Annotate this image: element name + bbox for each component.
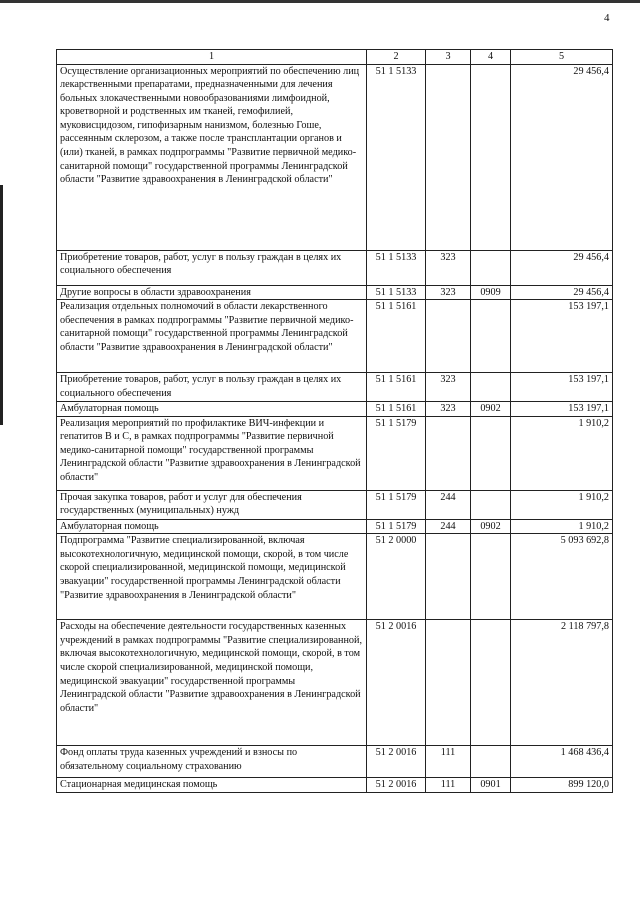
cell-text: 51 1 5179 <box>375 520 417 532</box>
cell-text: 51 2 0016 <box>375 779 417 791</box>
row-sum-cell <box>511 778 613 793</box>
cell-text: 1 468 436,4 <box>560 747 609 759</box>
row-code-cell <box>367 534 426 620</box>
row-name-cell <box>57 620 367 746</box>
row-code-cell <box>367 300 426 373</box>
row-name-cell <box>57 490 367 519</box>
row-rz-cell <box>471 519 511 534</box>
cell-text: 29 456,4 <box>573 286 609 298</box>
row-code-cell <box>367 746 426 778</box>
cell-text: Приобретение товаров, работ, услуг в пользу граждан в целях их социального обеспечения <box>60 374 342 399</box>
cell-text: 323 <box>440 374 456 386</box>
column-header-vr: 3 <box>426 50 471 65</box>
row-name-cell <box>57 285 367 300</box>
cell-text: 51 1 5133 <box>375 286 417 298</box>
table-row <box>57 64 613 250</box>
scan-border-left <box>0 185 3 425</box>
row-code-cell <box>367 490 426 519</box>
column-header-code: 2 <box>367 50 426 65</box>
cell-text: 1 910,2 <box>578 417 609 429</box>
row-rz-cell <box>471 64 511 250</box>
cell-text: 111 <box>440 779 456 791</box>
table-row <box>57 620 613 746</box>
table-row <box>57 778 613 793</box>
row-vr-cell <box>426 250 471 285</box>
cell-text: 51 1 5133 <box>375 65 417 77</box>
table-row <box>57 300 613 373</box>
cell-text: 153 197,1 <box>568 374 609 386</box>
cell-text: 29 456,4 <box>573 251 609 263</box>
cell-text: 51 1 5179 <box>375 491 417 503</box>
row-rz-cell <box>471 416 511 490</box>
column-header-name: 1 <box>57 50 367 65</box>
row-sum-cell <box>511 285 613 300</box>
row-sum-cell <box>511 490 613 519</box>
table-row <box>57 534 613 620</box>
cell-text: Подпрограмма "Развитие специализированной, включая высокотехнологичную, медицинской помощи, скорой, в том числе скорой специализированной, медицинской помощи, медицинской эвакуации" государственной программы Ленинградской области "Развитие здравоохранения в Ленинградской области" <box>60 535 349 601</box>
cell-text: 323 <box>440 403 456 415</box>
row-sum-cell <box>511 519 613 534</box>
row-rz-cell <box>471 620 511 746</box>
cell-text: 0901 <box>480 779 501 791</box>
row-vr-cell <box>426 285 471 300</box>
row-name-cell <box>57 746 367 778</box>
row-rz-cell <box>471 746 511 778</box>
cell-text: 0902 <box>480 403 501 415</box>
column-header-rz: 4 <box>471 50 511 65</box>
row-rz-cell <box>471 534 511 620</box>
table-row <box>57 490 613 519</box>
cell-text: Фонд оплаты труда казенных учреждений и взносы по обязательному социальному страхованию <box>60 747 298 772</box>
cell-text: 51 2 0016 <box>375 747 417 759</box>
row-name-cell <box>57 778 367 793</box>
row-rz-cell <box>471 373 511 402</box>
budget-table-body <box>57 50 613 793</box>
row-sum-cell <box>511 534 613 620</box>
row-name-cell <box>57 250 367 285</box>
header-row <box>57 50 613 65</box>
cell-text: 153 197,1 <box>568 403 609 415</box>
row-vr-cell <box>426 416 471 490</box>
page-number: 4 <box>604 12 610 24</box>
row-code-cell <box>367 373 426 402</box>
row-name-cell <box>57 402 367 417</box>
column-header-sum: 5 <box>511 50 613 65</box>
cell-text: 5 093 692,8 <box>560 535 609 547</box>
row-rz-cell <box>471 490 511 519</box>
scan-border-top <box>0 0 640 3</box>
cell-text: 323 <box>440 286 456 298</box>
cell-text: 244 <box>440 520 456 532</box>
table-row <box>57 402 613 417</box>
row-vr-cell <box>426 534 471 620</box>
row-code-cell <box>367 285 426 300</box>
cell-text: 29 456,4 <box>573 65 609 77</box>
table-row <box>57 373 613 402</box>
row-vr-cell <box>426 373 471 402</box>
row-vr-cell <box>426 64 471 250</box>
row-vr-cell <box>426 300 471 373</box>
row-sum-cell <box>511 402 613 417</box>
row-name-cell <box>57 64 367 250</box>
row-sum-cell <box>511 373 613 402</box>
cell-text: Реализация мероприятий по профилактике ВИЧ-инфекции и гепатитов В и С, в рамках подпрограммы "Развитие первичной медико-санитарной помощи" государственной программы Ленинградской области "Развитие здравоохранения в Ленинградской области" <box>60 417 361 483</box>
cell-text: 51 2 0000 <box>375 535 417 547</box>
row-sum-cell <box>511 300 613 373</box>
row-code-cell <box>367 64 426 250</box>
table-row <box>57 250 613 285</box>
row-rz-cell <box>471 300 511 373</box>
cell-text: Осуществление организационных мероприятий по обеспечению лиц лекарственными препаратами, предназначенными для лечения больных злокачественными новообразованиями лимфоидной, кроветворной и родственных им тканей, гемофилией, муковисцидозом, гипофизарным нанизмом, болезнью Гоше, рассеянным склерозом, а также после трансплантации органов и (или) тканей, в рамках подпрограммы "Развитие первичной медико-санитарной помощи" государственной программы Ленинградской области "Развитие здравоохранения в Ленинградской области" <box>60 65 360 186</box>
row-code-cell <box>367 778 426 793</box>
table-row <box>57 416 613 490</box>
cell-text: Амбулаторная помощь <box>60 403 159 415</box>
row-name-cell <box>57 519 367 534</box>
cell-text: Амбулаторная помощь <box>60 520 159 532</box>
budget-table <box>56 49 613 793</box>
row-name-cell <box>57 416 367 490</box>
row-sum-cell <box>511 64 613 250</box>
cell-text: 51 1 5161 <box>375 374 417 386</box>
cell-text: Реализация отдельных полномочий в области лекарственного обеспечения в рамках подпрограммы "Развитие первичной медико-санитарной помощи" государственной программы Ленинградской области "Развитие здравоохранения в Ленинградской области" <box>60 301 354 353</box>
row-name-cell <box>57 300 367 373</box>
cell-text: 1 910,2 <box>578 520 609 532</box>
cell-text: 1 910,2 <box>578 491 609 503</box>
cell-text: Приобретение товаров, работ, услуг в пользу граждан в целях их социального обеспечения <box>60 251 342 277</box>
table-row <box>57 746 613 778</box>
row-vr-cell <box>426 402 471 417</box>
cell-text: 0902 <box>480 520 501 532</box>
cell-text: 323 <box>440 251 456 263</box>
row-name-cell <box>57 534 367 620</box>
row-rz-cell <box>471 778 511 793</box>
cell-text: 244 <box>440 491 456 503</box>
cell-text: 111 <box>440 747 456 759</box>
cell-text: Стационарная медицинская помощь <box>60 779 218 791</box>
row-rz-cell <box>471 285 511 300</box>
cell-text: 51 1 5133 <box>375 251 417 263</box>
row-rz-cell <box>471 250 511 285</box>
table-row <box>57 285 613 300</box>
cell-text: 51 1 5161 <box>375 403 417 415</box>
row-name-cell <box>57 373 367 402</box>
cell-text: 2 118 797,8 <box>560 621 609 633</box>
row-vr-cell <box>426 519 471 534</box>
cell-text: 899 120,0 <box>568 779 609 791</box>
cell-text: Другие вопросы в области здравоохранения <box>60 286 251 298</box>
row-code-cell <box>367 620 426 746</box>
cell-text: 51 1 5179 <box>375 417 417 429</box>
cell-text: Прочая закупка товаров, работ и услуг для обеспечения государственных (муниципальных) нужд <box>60 491 302 517</box>
table-row <box>57 519 613 534</box>
row-vr-cell <box>426 620 471 746</box>
row-code-cell <box>367 402 426 417</box>
row-vr-cell <box>426 778 471 793</box>
row-sum-cell <box>511 416 613 490</box>
row-code-cell <box>367 416 426 490</box>
row-sum-cell <box>511 746 613 778</box>
cell-text: Расходы на обеспечение деятельности государственных казенных учреждений в рамках подпрограммы "Развитие специализированной, включая высокотехнологичную, медицинской помощи, скорой, в том числе скорой специализированной, медицинской помощи, медицинской эвакуации" государственной программы Ленинградской области "Развитие здравоохранения в Ленинградской области" <box>60 621 363 714</box>
row-code-cell <box>367 519 426 534</box>
cell-text: 0909 <box>480 286 501 298</box>
row-vr-cell <box>426 746 471 778</box>
row-sum-cell <box>511 250 613 285</box>
row-rz-cell <box>471 402 511 417</box>
row-code-cell <box>367 250 426 285</box>
row-sum-cell <box>511 620 613 746</box>
row-vr-cell <box>426 490 471 519</box>
cell-text: 153 197,1 <box>568 301 609 313</box>
cell-text: 51 1 5161 <box>375 301 417 313</box>
cell-text: 51 2 0016 <box>375 621 417 633</box>
